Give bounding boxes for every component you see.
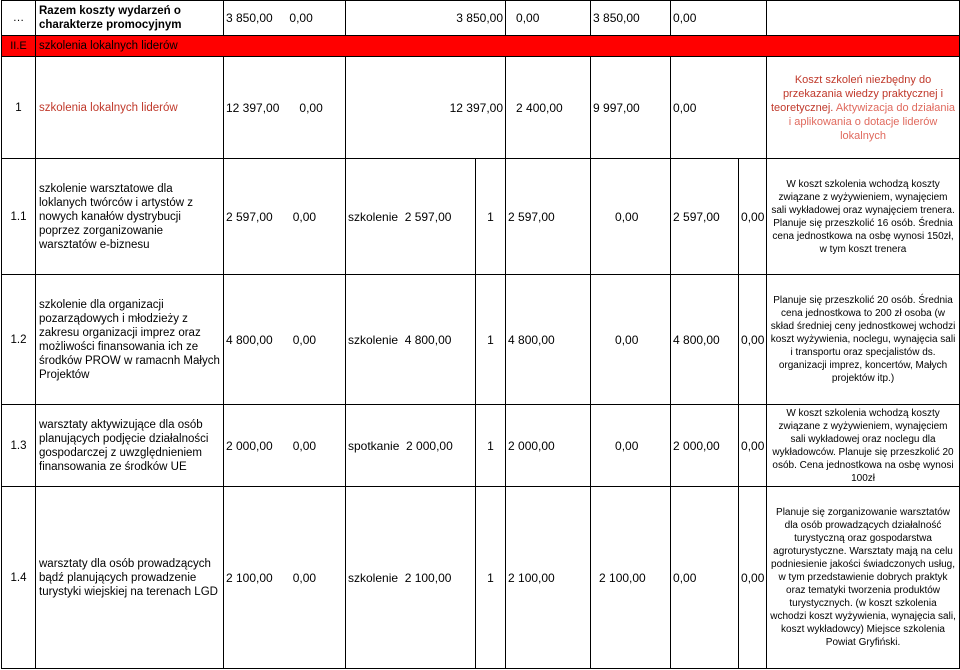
cell-value: szkolenie 4 800,00 [346, 275, 476, 405]
cell-value: 0,00 [591, 159, 671, 275]
cell-value: 0,00 [506, 1, 591, 36]
table-row [2, 487, 960, 669]
cell-value: szkolenie 2 100,00 [346, 487, 476, 669]
cell-value: 1 [476, 159, 506, 275]
row-description: warsztaty dla osób prowadzących bądź planujących prowadzenie turystyki wiejskiej na terenach LGD [36, 487, 224, 669]
table-row [2, 275, 960, 405]
cell-value: 1 [476, 275, 506, 405]
cell-value: 4 800,00 0,00 [224, 275, 346, 405]
cell-value: 0,00 [739, 159, 767, 275]
table-row [2, 1, 960, 36]
cell-value: 0,00 [671, 487, 739, 669]
cell-note [767, 1, 960, 36]
row-description: warsztaty aktywizujące dla osób planujących podjęcie działalności gospodarczej z uwzględnieniem finansowania ze środków UE [36, 405, 224, 487]
cell-value: 3 850,00 0,00 [224, 1, 346, 36]
budget-table [1, 0, 960, 669]
cell-value: 3 850,00 [591, 1, 671, 36]
cell-value: 0,00 [671, 1, 767, 36]
table-row [2, 405, 960, 487]
cell-value: 0,00 [591, 275, 671, 405]
row-description: szkolenie dla organizacji pozarządowych i młodzieży z zakresu organizacji imprez oraz możliwości finansowania ich ze środków PROW w ramacnh Małych Projektów [36, 275, 224, 405]
cell-value: 2 597,00 0,00 [224, 159, 346, 275]
cell-value: 12 397,00 [346, 57, 506, 159]
cell-value: 2 400,00 [506, 57, 591, 159]
cell-note: Koszt szkoleń niezbędny do przekazania wiedzy praktycznej i teoretycznej. Aktywizacja do działania i aplikowania o dotacje liderów lokalnych [767, 57, 960, 159]
cell-value: 9 997,00 [591, 57, 671, 159]
cell-value: 0,00 [739, 405, 767, 487]
cell-value: 4 800,00 [506, 275, 591, 405]
row-number: 1.1 [2, 159, 36, 275]
cell-value: 0,00 [671, 57, 767, 159]
cell-note: W koszt szkolenia wchodzą koszty związane z wyżywieniem, wynajęciem sali wykładowej oraz noclegu dla wykładowców. Planuje się przeszkolić 20 osób. Cena jednostkowa na osbę wynosi 100zł [767, 405, 960, 487]
table-row [2, 57, 960, 159]
table-row [2, 159, 960, 275]
row-description: Razem koszty wydarzeń o charakterze promocyjnym [36, 1, 224, 36]
cell-note: Planuje się przeszkolić 20 osób. Średnia cena jednostkowa to 200 zł osoba (w skład średniej ceny jednostkowej wchodzi koszt wyżywienia, noclegu, wynajęcia sali i transportu oraz specjalistów ds. organizacji imprez, koncertów, Małych projektów itp.) [767, 275, 960, 405]
cell-value: 4 800,00 [671, 275, 739, 405]
cell-value: 2 100,00 [506, 487, 591, 669]
cell-value: 2 000,00 [506, 405, 591, 487]
cell-value: 2 000,00 0,00 [224, 405, 346, 487]
cell-value: 1 [476, 405, 506, 487]
cell-value: spotkanie 2 000,00 [346, 405, 476, 487]
row-number: 1.3 [2, 405, 36, 487]
cell-note: Planuje się zorganizowanie warsztatów dla osób prowadzących działalność turystyczną oraz gospodarstwa agroturystyczne. Warsztaty mają na celu podniesienie jakości świadczonych usług, w tym przedstawienie dobrych praktyk oraz tematyki tworzenia produktów turystycznych. (w koszt szkolenia wchodzi koszt wyżywienia, wynajęcia sali, koszt wykładowcy) Miejsce szkolenia Powiat Gryfiński. [767, 487, 960, 669]
cell-value: 3 850,00 [346, 1, 506, 36]
cell-value: 2 597,00 [671, 159, 739, 275]
cell-value: 2 000,00 [671, 405, 739, 487]
section-title: szkolenia lokalnych liderów [36, 36, 960, 57]
row-description: szkolenia lokalnych liderów [36, 57, 224, 159]
cell-value: 0,00 [739, 275, 767, 405]
cell-value: 12 397,00 0,00 [224, 57, 346, 159]
cell-value: 0,00 [591, 405, 671, 487]
row-number: 1.4 [2, 487, 36, 669]
cell-value: szkolenie 2 597,00 [346, 159, 476, 275]
cell-value: 0,00 [739, 487, 767, 669]
cell-value: 1 [476, 487, 506, 669]
row-number: 1.2 [2, 275, 36, 405]
row-number: 1 [2, 57, 36, 159]
cell-value: 2 597,00 [506, 159, 591, 275]
row-number: II.E [2, 36, 36, 57]
row-description: szkolenie warsztatowe dla loklanych twórców i artystów z nowych kanałów dystrybucji poprzez zorganizowanie warsztatów e-biznesu [36, 159, 224, 275]
section-header-row [2, 36, 960, 57]
cell-note: W koszt szkolenia wchodzą koszty związane z wyżywieniem, wynajęciem sali wykładowej oraz wynajęciem trenera. Planuje się przeszkolić 16 osób. Średnia cena jednostkowa na osbę wynosi 150zł, w tym koszt trenera [767, 159, 960, 275]
cell-value: 2 100,00 [591, 487, 671, 669]
row-number: … [2, 1, 36, 36]
cell-value: 2 100,00 0,00 [224, 487, 346, 669]
